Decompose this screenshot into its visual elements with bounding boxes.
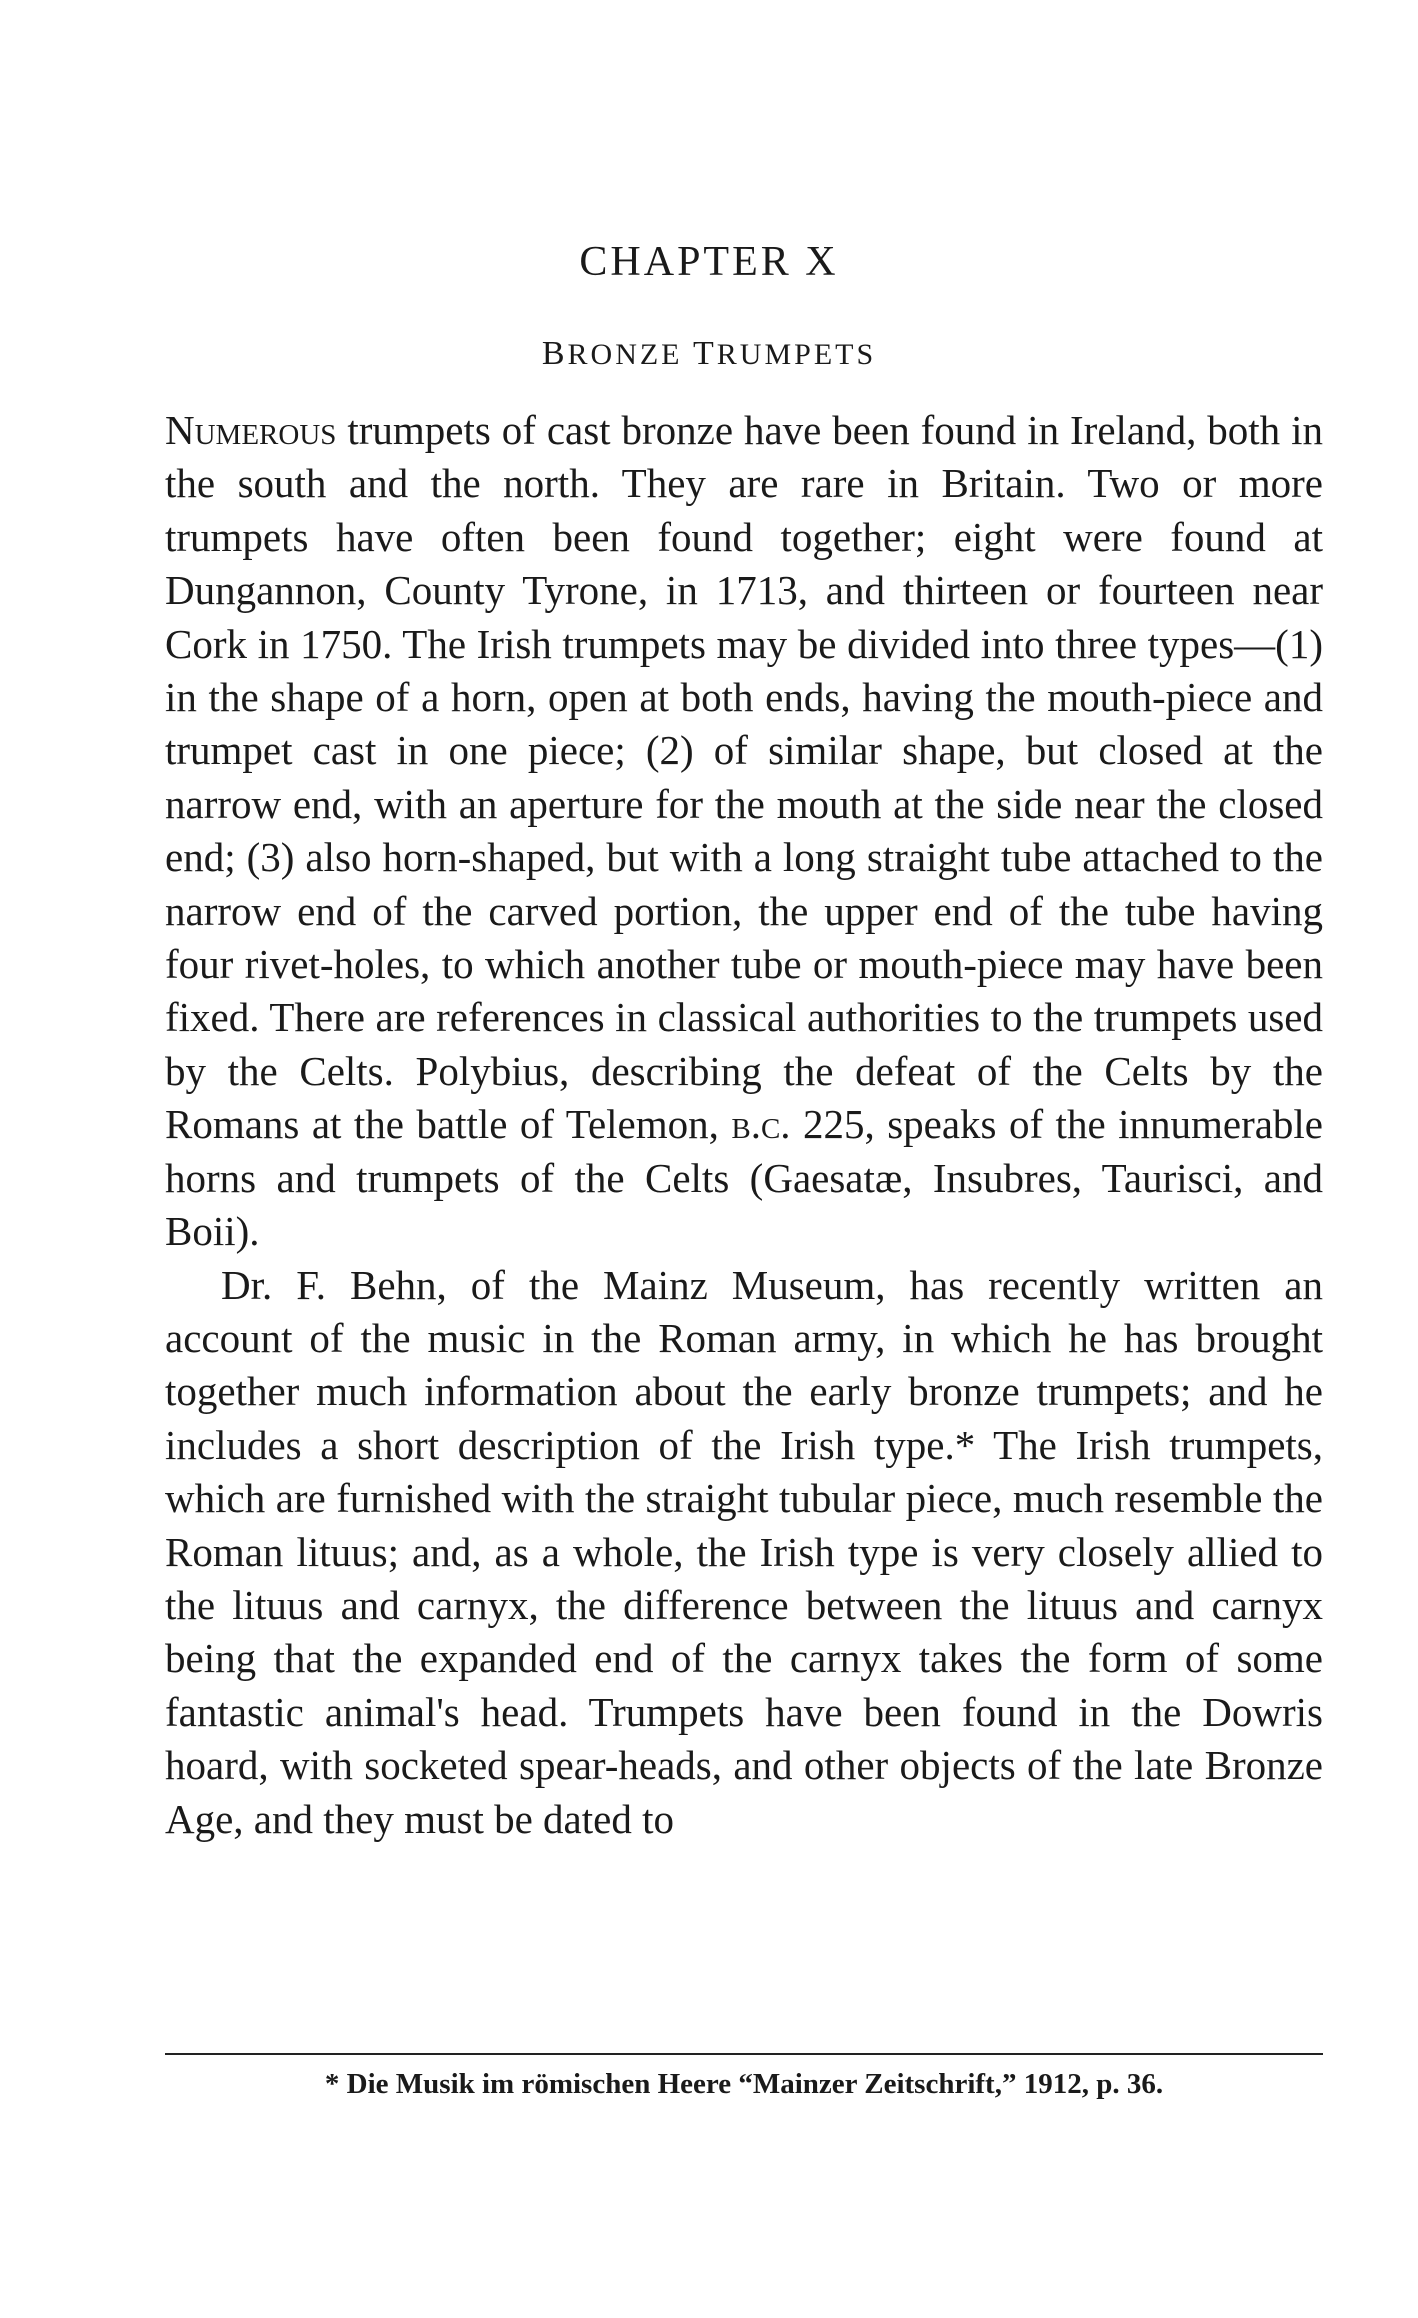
- section-title-initial-2: T: [693, 335, 717, 372]
- section-title-rest-2: RUMPETS: [716, 338, 877, 371]
- section-title-initial-1: B: [541, 335, 568, 372]
- paragraph-2: Dr. F. Behn, of the Mainz Museum, has recently written an account of the music in the Roman army, in which he has brought together much information about the early bronze trumpets; and he includes a short description of the Irish type.* The Irish trumpets, which are furnished with the straight tubular piece, much resemble the Roman lituus; and, as a whole, the Irish type is very closely allied to the lituus and carnyx, the difference between the lituus and carnyx being that the expanded end of the carnyx takes the form of some fantastic animal's head. Trumpets have been found in the Dowris hoard, with socketed spear-heads, and other objects of the late Bronze Age, and they must be dated to: [165, 1261, 1323, 1842]
- paragraph-1: [165, 404, 1323, 1259]
- footnote-rule: [165, 2053, 1323, 2055]
- footnote: * Die Musik im römischen Heere “Mainzer Zeitschrift,” 1912, p. 36.: [324, 2068, 1164, 2100]
- paragraph-1-text-end: 225, speaks of the innumerable horns and trumpets of the Celts (Gaesatæ, Insubres, Taurisci, and Boii).: [165, 1101, 1324, 1255]
- paragraph-lead-word: Numerous: [165, 407, 337, 453]
- chapter-title: CHAPTER X: [579, 239, 839, 285]
- bc-abbreviation: b.c.: [731, 1101, 791, 1148]
- body-text: [165, 404, 1323, 1846]
- section-title: [0, 335, 1418, 373]
- section-title-rest-1: RONZE: [567, 338, 694, 371]
- paragraph-1-text: trumpets of cast bronze have been found in Ireland, both in the south and the north. They are rare in Britain. Two or more trumpets have often been found together; eight were found at Dungannon, County Tyrone, in 1713, and thirteen or fourteen near Cork in 1750. The Irish trumpets may be divided into three types—(1) in the shape of a horn, open at both ends, having the mouth-piece and trumpet cast in one piece; (2) of similar shape, but closed at the narrow end, with an aperture for the mouth at the side near the closed end; (3) also horn-shaped, but with a long straight tube attached to the narrow end of the carved portion, the upper end of the tube having four rivet-holes, to which another tube or mouth-piece may have been fixed. There are references in classical authorities to the trumpets used by the Celts. Polybius, describing the defeat of the Celts by the Romans at the battle of Telemon,: [165, 407, 1323, 1148]
